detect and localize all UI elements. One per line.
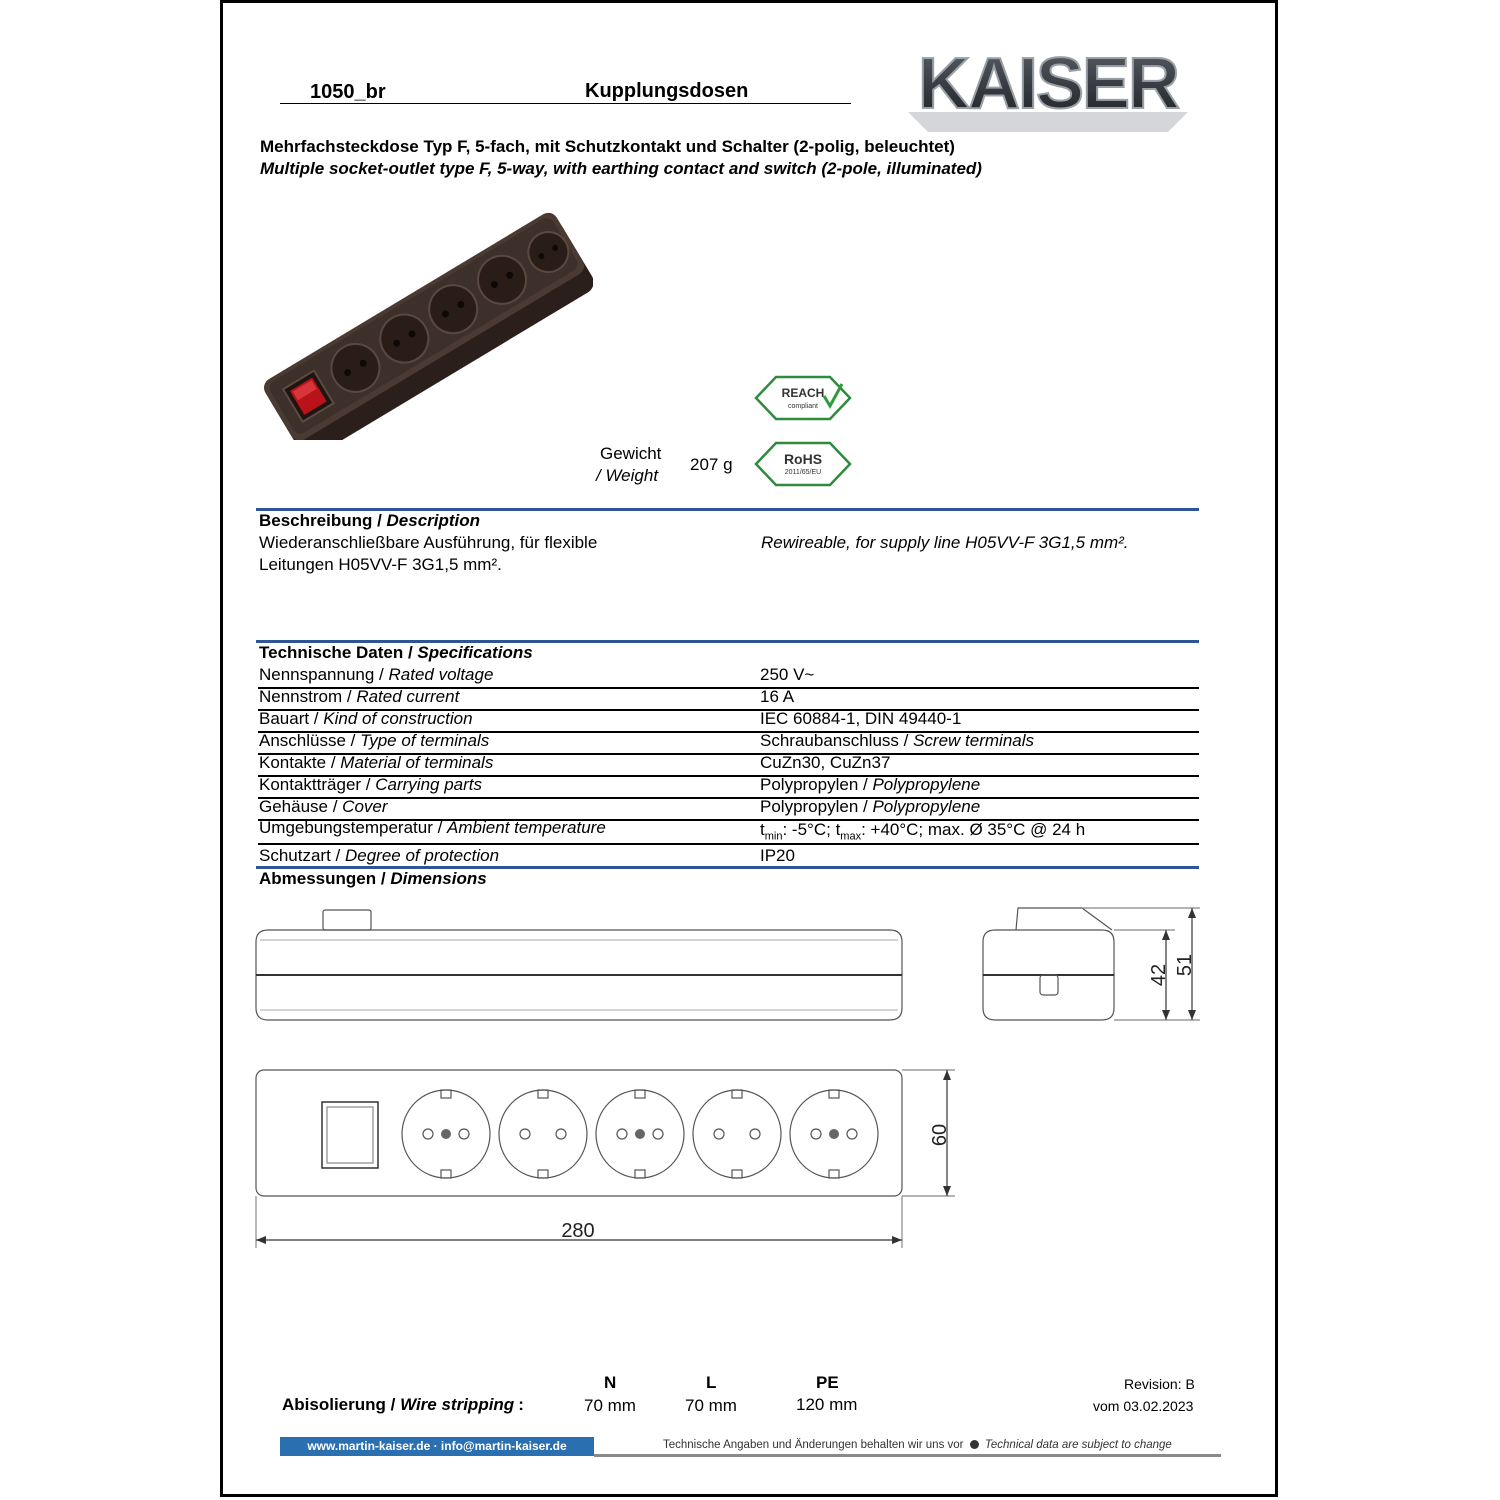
spec-row [258,753,1199,777]
footer-contact[interactable]: www.martin-kaiser.de · info@martin-kaiser.de [307,1439,567,1453]
description-de-line1: Wiederanschließbare Ausführung, für flexible [259,533,598,552]
dim-height-total: 51 [1174,953,1196,977]
revision-date: vom 03.02.2023 [1093,1398,1194,1414]
product-title-de: Mehrfachsteckdose Typ F, 5-fach, mit Schutzkontakt und Schalter (2-polig, beleuchtet) [260,137,955,156]
product-title-en: Multiple socket-outlet type F, 5-way, with earthing contact and switch (2-pole, illuminated) [260,159,982,178]
spec-row [258,709,1199,733]
wire-n-label: N [604,1373,617,1392]
wire-l-value: 70 mm [685,1396,737,1415]
reach-badge [754,374,852,422]
weight-label-en: / Weight [596,466,659,485]
header-rule [280,103,851,104]
article-number: 1050_br [310,81,386,103]
spec-key: Kontakte / Material of terminals [259,753,494,772]
revision-label: Revision: B [1124,1376,1195,1392]
wire-n-value: 70 mm [584,1396,636,1415]
svg-text:REACH: REACH [781,386,825,400]
product-photo [258,200,593,440]
spec-value: 16 A [760,687,795,706]
spec-key: Nennspannung / Rated voltage [259,665,494,684]
spec-row-temperature: Umgebungstemperatur / Ambient temperature $t_{min}$: -5°C; $t_{max}$: +40°C; max. Ø 35°C @ 24 h [258,818,1199,845]
dim-width: 60 [929,1123,951,1147]
spec-value: CuZn30, CuZn37 [760,753,891,772]
spec-row [258,775,1199,799]
svg-text:2011/65/EU: 2011/65/EU [784,469,822,476]
spec-value: IEC 60884-1, DIN 49440-1 [760,709,962,728]
spec-key: Gehäuse / Cover [259,797,388,816]
weight-value: 207 g [690,455,733,474]
wire-stripping-label: Abisolierung / Wire stripping : [282,1395,524,1414]
spec-protection-key: Schutzart / Degree of protection [259,846,500,865]
footer-note: Technische Angaben und Änderungen behalten wir uns vor Technical data are subject to change [663,1439,1172,1451]
wire-pe-value: 120 mm [796,1395,858,1414]
svg-text:RoHS: RoHS [783,451,823,467]
spec-key: Anschlüsse / Type of terminals [259,731,490,750]
wire-pe-label: PE [816,1373,839,1392]
dimensions-title: Abmessungen / Dimensions [259,869,487,888]
specs-title: Technische Daten / Specifications [259,643,533,662]
bullet-icon [970,1440,979,1449]
spec-row [258,687,1199,711]
wire-l-label: L [706,1373,717,1392]
svg-text:compliant: compliant [788,403,818,410]
description-title: Beschreibung / Description [259,511,481,530]
spec-row [258,731,1199,755]
spec-key: Bauart / Kind of construction [259,709,473,728]
spec-value: Polypropylen / Polypropylene [760,797,981,816]
weight-label-de: Gewicht [600,444,662,463]
dim-length: 280 [561,1220,595,1242]
spec-value: 250 V~ [760,665,815,684]
svg-text:KAISER: KAISER [917,50,1179,124]
spec-value: Polypropylen / Polypropylene [760,775,981,794]
spec-value: Schraubanschluss / Screw terminals [760,731,1035,750]
rohs-badge [754,440,852,488]
footer-contact-bar [280,1437,594,1456]
dimension-drawing [250,900,1210,1260]
category-title: Kupplungsdosen [585,80,749,102]
footer-rule [594,1454,1221,1457]
kaiser-logo [878,50,1218,135]
spec-key: Nennstrom / Rated current [259,687,460,706]
dim-height-body: 42 [1148,963,1170,987]
spec-row [258,665,1199,689]
spec-key: Kontaktträger / Carrying parts [259,775,482,794]
description-en: Rewireable, for supply line H05VV-F 3G1,5 mm². [761,533,1129,552]
spec-protection-value: IP20 [760,846,795,865]
description-de-line2: Leitungen H05VV-F 3G1,5 mm². [259,555,502,574]
